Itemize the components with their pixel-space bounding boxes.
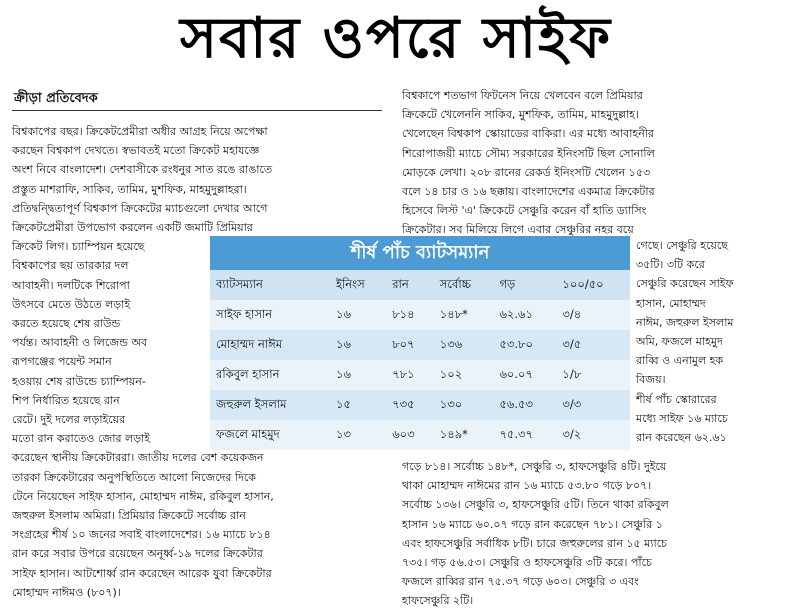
text-line: করেছেন স্থানীয় ক্রিকেটাররা। জাতীয় দলের বেশ কয়েকজন [12, 451, 264, 465]
cell-innings: ১৬ [336, 306, 351, 321]
text-line: আবাহনী। দলটিকে শিরোপা [12, 278, 130, 292]
text-line: রেটে। দুই দলের লড়াইয়ের [12, 413, 126, 426]
cell-batsman: ফজলে মাহমুদ [216, 426, 280, 441]
text-line: টেনে নিয়েছেন সাইফ হাসান, মোহাম্মদ নাঈম, রকিবুল হাসান, [12, 489, 274, 503]
byline: ক্রীড়া প্রতিবেদক [14, 91, 98, 106]
text-line: হিসেবে লিস্ট 'এ' ক্রিকেটে সেঞ্চুরি করেন বাঁ হাতি ড্যাসিং [402, 204, 647, 218]
cell-highest: ১৪৯* [439, 426, 468, 441]
text-line: ক্রিকেট লিগ। চ্যাম্পিয়ন হয়েছে [12, 240, 145, 254]
text-line: হওয়ায় শেষ রাউন্ডে চ্যাম্পিয়ন- [12, 374, 146, 388]
batsmen-table [210, 270, 630, 450]
text-line: ৩৫টি। ৩টি করে [636, 258, 705, 272]
text-line: হাসান, মোহাম্মদ [636, 296, 706, 310]
cell-innings: ১৫ [336, 396, 351, 411]
table-row [210, 420, 630, 450]
text-line: সাইফ হাসান। আটশোর্ধ্ব রান করেছেন আরেক যুবা ক্রিকেটার [12, 566, 272, 580]
text-line: মধ্যে সাইফ ১৬ ম্যাচে [636, 411, 728, 425]
text-line: সর্বোচ্চ ১৩৬। সেঞ্চুরি ৩, হাফসেঞ্চুরি ৫টি। তিনে থাকা রকিবুল [402, 498, 669, 512]
text-line: গেছে। সেঞ্চুরি হয়েছে [636, 239, 728, 252]
cell-innings: ১৬ [336, 336, 351, 351]
text-line: ক্রিকেটার। সব মিলিয়ে লিগে এবার সেঞ্চুরির নহর বয়ে [402, 223, 634, 237]
table-row [210, 360, 630, 390]
text-line: মোড়কে লেখা। ২০৮ রানের রেকর্ড ইনিংসটি খেলেন ১৫৩ [402, 165, 651, 179]
byline-rule [12, 110, 382, 111]
table-row [210, 390, 630, 420]
headline: সবার ওপরে সাইফ [179, 6, 613, 71]
text-line: থাকা মোহাম্মদ নাঈমের রান ১৬ ম্যাচে ৫৩.৮০ গড়ে ৮০৭। [402, 479, 652, 493]
header-batsman: ব্যাটসম্যান [216, 276, 263, 291]
cell-runs: ৬০৩ [392, 426, 415, 441]
text-line: শীর্ষ পাঁচ স্কোরারের [636, 392, 717, 406]
header-innings: ইনিংস [336, 276, 365, 291]
header-average: গড় [499, 276, 516, 291]
text-line: রান করেছেন ৬২.৬১ [636, 431, 727, 444]
table-row [210, 330, 630, 360]
cell-runs: ৮১৪ [392, 306, 415, 321]
text-line: নাঈম, জহুরুল ইসলাম [636, 315, 734, 329]
text-line: তারকা ক্রিকেটারের অনুপস্থিতিতে আলো নিজেদের দিকে [12, 470, 256, 484]
text-line: করতে হয়েছে শেষ রাউন্ড [12, 317, 121, 330]
text-line: মতো রান করাতেও জোর লড়াই [12, 432, 150, 446]
text-line: হাফসেঞ্চুরি ২টি। [402, 594, 474, 608]
text-line: করছেন বিশ্বকাপ দেখতে। স্বভাবতই মতো ক্রিকেট মহাযজ্ঞে [12, 144, 260, 158]
cell-runs: ৭৮১ [392, 366, 415, 381]
cell-innings: ১৬ [336, 366, 351, 381]
text-line: অংশ নিবে বাংলাদেশ। দেশবাসীকে রংধনুর সাত রঙে রাঙাতে [12, 163, 273, 177]
cell-highest: ১৪৮* [439, 306, 468, 321]
cell-average: ৫৩.৮০ [499, 336, 533, 351]
cell-average: ৬০.০৭ [499, 366, 534, 381]
cell-batsman: মোহাম্মদ নাঈম [216, 336, 283, 351]
text-line: সেঞ্চুরি করেছেন সাইফ [636, 277, 734, 291]
cell-highest: ১৩৬ [439, 336, 463, 351]
cell-batsman: রকিবুল হাসান [216, 366, 280, 381]
text-line: খেলেছেন বিশ্বকাপ স্কোয়াডের বাকিরা। এর মধ্যে আবাহনীর [402, 127, 654, 141]
cell-runs: ৮০৭ [392, 336, 415, 351]
text-line: প্রতিদ্বন্দ্বিতাপূর্ণ বিশ্বকাপ ক্রিকেটের ম্যাচগুলো দেখার আগে [12, 201, 268, 215]
cell-batsman: জহুরুল ইসলাম [216, 396, 287, 411]
cell-batsman: সাইফ হাসান [216, 306, 273, 321]
cell-hundreds-fifties: ১/৮ [562, 366, 582, 381]
text-line: বিশ্বকাপের বছর। ক্রিকেটপ্রেমীরা অধীর আগ্রহ নিয়ে অপেক্ষা [12, 125, 268, 138]
text-line: পর্যন্ত। আবাহনী ও লিজেন্ড অব [12, 336, 148, 350]
cell-highest: ১০২ [439, 366, 463, 381]
cell-average: ৫৬.৫৩ [499, 396, 533, 411]
text-line: মোহাম্মদ নাঈমও (৮০৭)। [12, 585, 121, 599]
header-hundreds-fifties: ১০০/৫০ [562, 276, 604, 291]
table-row [210, 300, 630, 330]
text-line: শিরোপাজয়ী ম্যাচে সৌম্য সরকারের ইনিংসটি ছিল সোনালি [402, 146, 655, 160]
cell-average: ৬২.৬১ [499, 306, 533, 321]
text-line: এবং হাফসেঞ্চুরি সর্বাধিক ৮টি। চারে জহুরুলের রান ১৫ ম্যাচে [402, 536, 667, 550]
text-line: রাব্বি ও এনামুল হক [636, 354, 724, 368]
cell-innings: ১৩ [336, 426, 351, 441]
text-line: উৎসবে মেতে উঠতে লড়াই [12, 297, 131, 311]
text-line: অমি, ফজলে মাহমুদ [636, 335, 723, 348]
text-line: বিজয়। [636, 373, 666, 387]
table-header-row [210, 270, 630, 300]
cell-hundreds-fifties: ৩/৩ [562, 396, 582, 411]
text-line: শিপ নির্ধারিত হয়েছে রান [12, 393, 120, 407]
text-line: জহুরুল ইসলাম অমিরা। প্রিমিয়ার ক্রিকেটে সর্বোচ্চ রান [12, 509, 246, 522]
cell-highest: ১৩০ [439, 396, 463, 411]
text-line: বিশ্বকাপে শতভাগ ফিটনেস নিয়ে খেলবেন বলে প্রিমিয়ার [402, 89, 643, 102]
text-line: বলে ১৪ চার ও ১৬ ছক্কায়। বাংলাদেশের একমাত্র ক্রিকেটার [402, 185, 655, 198]
top-five-batsmen-box [210, 236, 630, 450]
cell-hundreds-fifties: ৩/৪ [562, 306, 582, 321]
text-line: সংগ্রহের শীর্ষ ১০ জনের সবাই বাংলাদেশের। ১৬ ম্যাচে ৮১৪ [12, 528, 271, 542]
header-runs: রান [392, 276, 409, 291]
cell-average: ৭৫.৩৭ [499, 426, 533, 441]
header-highest: সর্বোচ্চ [439, 276, 471, 291]
cell-hundreds-fifties: ৩/২ [562, 426, 582, 441]
text-line: প্রস্তুত মাশরাফি, সাকিব, তামিম, মুশফিক, মাহমুদুল্লাহরা। [12, 182, 247, 196]
text-line: ক্রিকেটে খেলেননি সাকিব, মুশফিক, তামিম, মাহমুদুল্লাহ। [402, 108, 639, 122]
text-line: ক্রিকেটপ্রেমীরা উপভোগ করলেন একটি জমাটি প্রিমিয়ার [12, 221, 253, 234]
cell-hundreds-fifties: ৩/৫ [562, 336, 582, 351]
text-line: রূপগঞ্জের পয়েন্ট সমান [12, 355, 112, 369]
text-line: ৭৩৫। গড় ৫৬.৫৩। সেঞ্চুরি ও হাফসেঞ্চুরি ৩টি করে। পাঁচে [402, 556, 652, 569]
box-title: শীর্ষ পাঁচ ব্যাটসম্যান [210, 236, 630, 270]
text-line: বিশ্বকাপের ছয় তারকার দল [12, 259, 129, 273]
cell-runs: ৭৩৫ [392, 396, 415, 411]
text-line: রান করে সবার উপরে রয়েছেন অনূর্ধ্ব-১৯ দলের ক্রিকেটার [12, 547, 263, 561]
text-line: হাসান ১৬ ম্যাচে ৬০.০৭ গড়ে রান করেছেন ৭৮১। সেঞ্চুরি ১ [402, 517, 663, 531]
text-line: ফজলে রাব্বির রান ৭৫.৩৭ গড়ে ৬০৩। সেঞ্চুরি ৩ এবং [402, 575, 639, 589]
text-line: গড়ে ৮১৪। সর্বোচ্চ ১৪৮*, সেঞ্চুরি ৩, হাফসেঞ্চুরি ৪টি। দুইয়ে [402, 460, 667, 473]
